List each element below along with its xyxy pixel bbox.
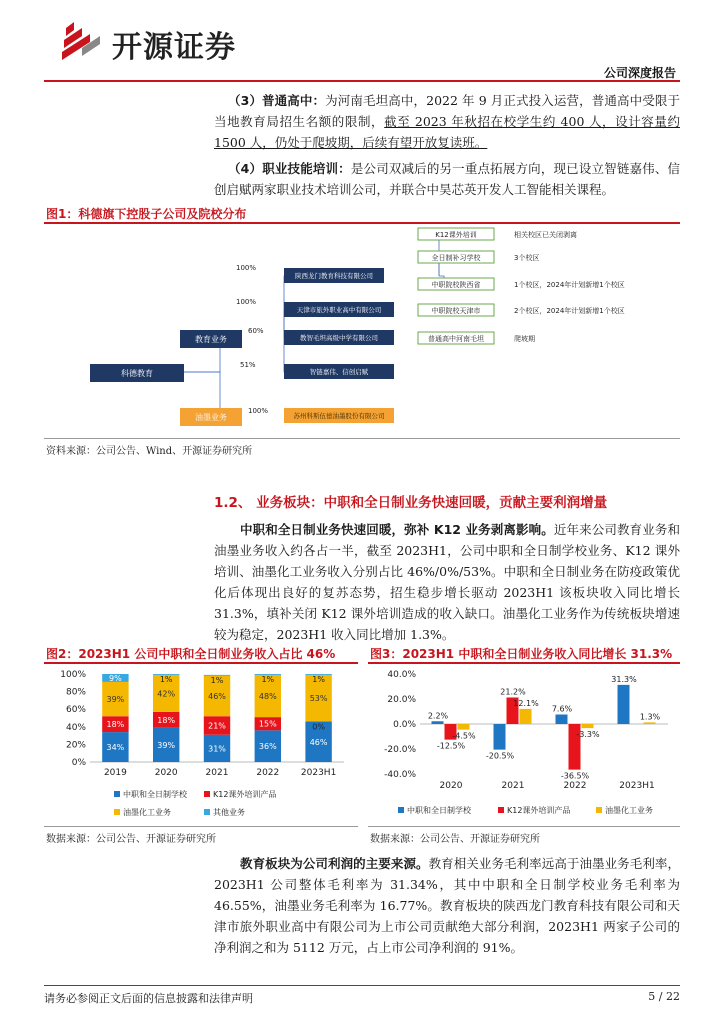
x-tick-label: 2023H1 bbox=[300, 768, 337, 778]
x-tick-label: 2020 bbox=[154, 768, 178, 778]
bar bbox=[494, 724, 506, 750]
header-divider bbox=[44, 80, 680, 82]
bar bbox=[556, 715, 568, 725]
legend-swatch bbox=[596, 807, 602, 813]
footer-disclaimer: 请务必参阅正文后面的信息披露和法律声明 bbox=[44, 992, 253, 1005]
brand-logo bbox=[60, 18, 280, 64]
data-label: 21% bbox=[208, 721, 226, 731]
bar bbox=[520, 709, 532, 724]
pct-suzhou: 100% bbox=[248, 407, 269, 415]
node-gz-label: 普通高中河南毛坦 bbox=[428, 335, 484, 343]
legend-swatch bbox=[398, 807, 404, 813]
data-label: 1% bbox=[261, 675, 275, 684]
paragraph-text: 是公司双减后的另一重点拓展方向，现已设立智链嘉伟、信创启赋两家职业技术培训公司，并联合中昊芯英开发人工智能相关课程。 bbox=[214, 161, 680, 197]
figure1-title: 图1：科德旗下控股子公司及院校分布 bbox=[46, 207, 247, 221]
y-tick-label: 100% bbox=[60, 670, 86, 680]
x-tick-label: 2021 bbox=[501, 781, 525, 791]
node-k12-label: K12课外培训 bbox=[435, 231, 477, 239]
data-label: 48% bbox=[258, 692, 277, 701]
node-zz-sx-label: 中职院校陕西省 bbox=[431, 281, 481, 289]
y-tick-label: 40.0% bbox=[387, 670, 416, 680]
node-root-label: 科德教育 bbox=[121, 369, 153, 378]
paragraph-text: 教育相关业务毛利率远高于油墨业务毛利率，2023H1 公司整体毛利率为 31.34%，其中中职和全日制学校业务毛利率为 46.55%，油墨业务毛利率为 16.77%。教育板块的陕西龙门教育科技有限公司和天津市旅外职业高中有限公司为上市公司贡献绝大部分利润，2023H1 两家子公司的净利润之和为 5112 万元，占上市公司净利润的 91%。 bbox=[214, 856, 680, 955]
x-tick-label: 2022 bbox=[563, 781, 587, 791]
legend-label: 中职和全日制学校 bbox=[123, 790, 187, 799]
data-label: 9% bbox=[109, 673, 122, 683]
x-tick-label: 2023H1 bbox=[619, 781, 655, 791]
data-label: 1% bbox=[312, 675, 325, 684]
y-tick-label: 80% bbox=[65, 687, 86, 698]
data-label: 34% bbox=[106, 743, 125, 753]
y-tick-label: 0.0% bbox=[393, 720, 416, 730]
note-gz: 爬坡期 bbox=[514, 335, 535, 343]
data-label: 15% bbox=[258, 719, 277, 729]
paragraph-label: （4）职业技能培训： bbox=[228, 161, 351, 176]
y-tick-label: 60% bbox=[65, 705, 86, 716]
pct-tianjin: 100% bbox=[236, 298, 257, 306]
legend-label: 其他业务 bbox=[213, 808, 245, 817]
data-label: -20.5% bbox=[485, 751, 515, 761]
data-label: 21.2% bbox=[500, 687, 526, 697]
y-tick-label: 20.0% bbox=[387, 695, 416, 705]
data-label: -4.5% bbox=[452, 731, 476, 741]
legend-swatch bbox=[204, 809, 210, 815]
note-zz-sx: 1个校区，2024年计划新增1个校区 bbox=[514, 281, 625, 289]
node-tianjin-label: 天津市旅外职业高中有限公司 bbox=[296, 306, 382, 314]
data-label: 36% bbox=[258, 742, 277, 752]
paragraph-lead: 教育板块为公司利润的主要来源。 bbox=[240, 856, 429, 871]
legend-swatch bbox=[114, 791, 120, 797]
paragraph-underlined-text: 截至 2023 年秋招在校学生约 400 人，设计容量约 1500 人，仍处于爬坡期，后续有望开放复读班。 bbox=[214, 114, 680, 150]
figure1-bottom-rule bbox=[44, 438, 680, 439]
data-label: 12.1% bbox=[513, 698, 539, 708]
figure2-bottom-rule bbox=[44, 826, 358, 827]
bar bbox=[458, 724, 470, 730]
paragraph-lead: 中职和全日制业务快速回暖，弥补 K12 业务剥离影响。 bbox=[240, 522, 554, 537]
figure3-title: 图3：2023H1 中职和全日制业务收入同比增长 31.3% bbox=[370, 647, 673, 661]
bar bbox=[618, 685, 630, 724]
node-longmen-label: 陕西龙门教育科技有限公司 bbox=[295, 272, 373, 280]
legend-label: K12课外培训产品 bbox=[213, 790, 277, 799]
x-tick-label: 2022 bbox=[256, 768, 280, 778]
node-ink-label: 油墨业务 bbox=[195, 413, 227, 422]
legend-swatch bbox=[114, 809, 120, 815]
node-suzhou-label: 苏州科斯伍德油墨股份有限公司 bbox=[293, 412, 385, 420]
paragraph-text: 近年来公司教育业务和油墨业务收入约各占一半，截至 2023H1，公司中职和全日制学校业务、K12 课外培训、油墨化工业务收入分别占比 46%/0%/53%。中职和全日制业务在防疫政策优化后体现出良好的复苏态势，招生稳步增长驱动 2023H1 该板块收入同比增长 31.3%，填补关闭 K12 课外培训造成的收入缺口。油墨化工业务作为传统板块增速较为稳定，2023H1 收入同比增加 1.3%。 bbox=[214, 522, 680, 642]
figure1-rule bbox=[44, 222, 680, 224]
figure3-source: 数据来源：公司公告、开源证券研究所 bbox=[370, 834, 540, 845]
data-label: 18% bbox=[157, 715, 176, 725]
data-label: 46% bbox=[309, 737, 328, 747]
y-tick-label: -20.0% bbox=[384, 745, 416, 755]
bar bbox=[582, 724, 594, 728]
note-k12: 相关校区已关闭剥离 bbox=[514, 231, 577, 239]
section-title: 1.2、 业务板块：中职和全日制业务快速回暖，贡献主要利润增量 bbox=[214, 495, 608, 511]
pct-longmen: 100% bbox=[236, 264, 257, 272]
paragraph-profit-source bbox=[214, 853, 680, 958]
figure3-bottom-rule bbox=[368, 826, 680, 827]
legend-swatch bbox=[498, 807, 504, 813]
data-label: 31% bbox=[208, 744, 226, 754]
data-label: 18% bbox=[106, 720, 125, 730]
data-label: 1.3% bbox=[639, 712, 661, 722]
bar bbox=[432, 721, 444, 724]
pct-zhilian: 51% bbox=[240, 361, 256, 369]
legend-label: 油墨化工业务 bbox=[123, 808, 171, 817]
paragraph-high-school bbox=[214, 90, 680, 153]
data-label: 39% bbox=[106, 695, 125, 705]
chart-revenue-share bbox=[44, 666, 358, 824]
y-tick-label: 20% bbox=[65, 740, 86, 751]
figure2-title: 图2：2023H1 公司中职和全日制业务收入占比 46% bbox=[46, 647, 336, 661]
data-label: 42% bbox=[157, 689, 176, 699]
y-tick-label: -40.0% bbox=[384, 770, 416, 780]
figure1-source: 资料来源：公司公告、Wind、开源证券研究所 bbox=[46, 446, 253, 457]
chart-revenue-growth bbox=[368, 666, 680, 824]
org-chart bbox=[44, 226, 680, 436]
legend-label: 油墨化工业务 bbox=[605, 806, 653, 815]
node-zhilian-label: 智链嘉伟、信创启赋 bbox=[309, 368, 369, 376]
data-label: 2.2% bbox=[427, 711, 449, 721]
data-label: 0% bbox=[312, 722, 325, 732]
x-tick-label: 2019 bbox=[103, 768, 127, 778]
node-henan-label: 教智毛坦高级中学有限公司 bbox=[300, 334, 378, 342]
data-label: -36.5% bbox=[560, 771, 590, 781]
legend-swatch bbox=[204, 791, 210, 797]
bar bbox=[644, 722, 656, 724]
brand-logo-icon bbox=[60, 18, 108, 62]
figure2-rule bbox=[44, 662, 358, 664]
data-label: 1% bbox=[159, 675, 173, 684]
figure3-rule bbox=[368, 662, 680, 664]
data-label: -12.5% bbox=[436, 741, 466, 751]
pct-henan: 60% bbox=[248, 327, 264, 335]
report-type: 公司深度报告 bbox=[603, 66, 676, 80]
x-tick-label: 2020 bbox=[439, 781, 463, 791]
x-tick-label: 2021 bbox=[205, 768, 229, 778]
page-number: 5 / 22 bbox=[648, 990, 680, 1003]
paragraph-label: （3）普通高中： bbox=[228, 93, 326, 108]
data-label: 7.6% bbox=[551, 704, 573, 714]
data-label: 39% bbox=[157, 740, 176, 750]
node-zz-tj-label: 中职院校天津市 bbox=[431, 307, 481, 315]
legend-label: K12课外培训产品 bbox=[507, 806, 571, 815]
y-tick-label: 40% bbox=[65, 722, 86, 733]
note-zz-tj: 2个校区，2024年计划新增1个校区 bbox=[514, 307, 625, 315]
y-tick-label: 0% bbox=[71, 758, 86, 768]
paragraph-text: 为河南毛坦高中，2022 年 9 月正式投入运营，普通高中受限于当地教育局招生名额的限制， bbox=[214, 93, 681, 129]
data-label: -3.3% bbox=[576, 730, 600, 740]
note-qrz: 3个校区 bbox=[514, 254, 540, 262]
data-label: 31.3% bbox=[611, 674, 637, 684]
node-qrz-label: 全日制补习学校 bbox=[431, 254, 481, 262]
data-label: 53% bbox=[309, 694, 328, 704]
node-education-label: 教育业务 bbox=[195, 335, 227, 344]
legend-label: 中职和全日制学校 bbox=[407, 806, 471, 815]
data-label: 46% bbox=[208, 692, 226, 701]
paragraph-business-segments bbox=[214, 519, 680, 645]
data-label: 1% bbox=[210, 675, 224, 685]
figure2-source: 数据来源：公司公告、开源证券研究所 bbox=[46, 834, 216, 845]
brand-name: 开源证券 bbox=[112, 30, 236, 65]
footer-divider bbox=[44, 985, 680, 986]
paragraph-vocational-training bbox=[214, 158, 680, 200]
